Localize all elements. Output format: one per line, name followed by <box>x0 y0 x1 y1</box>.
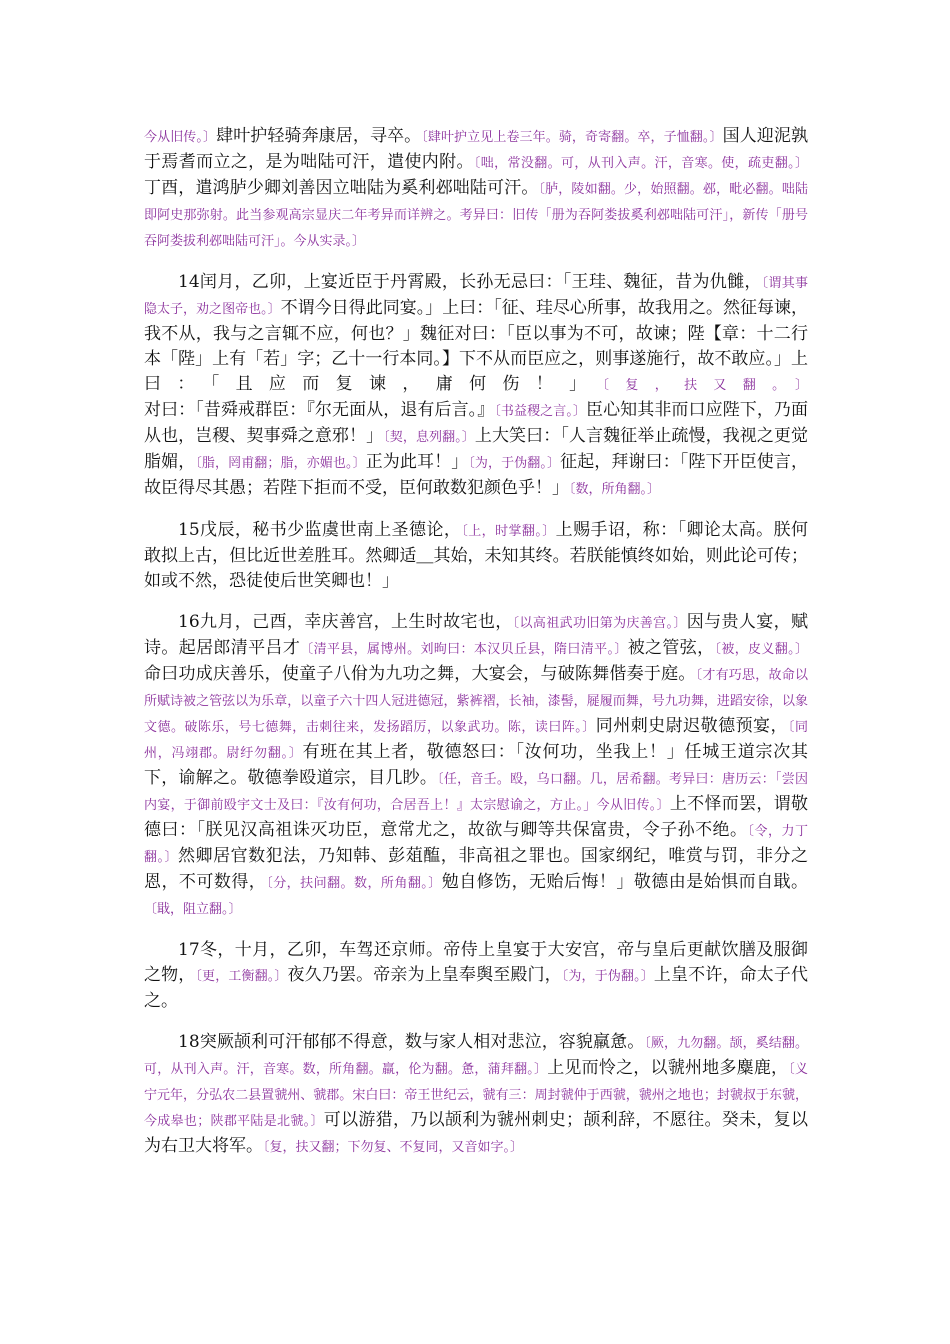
main-text: 16九月，己酉，幸庆善宫，上生时故宅也， <box>178 612 513 632</box>
annotation-note: 〔上，时掌翻。〕 <box>461 524 556 539</box>
annotation-note: 〔更，工衡翻。〕 <box>195 969 288 984</box>
main-text: 15戊辰，秘书少监虞世南上圣德论， <box>178 520 462 540</box>
main-text: 正为此耳！」 <box>365 452 469 472</box>
main-text: 上大笑曰：「人言魏征举止疏慢，我视之更觉脂媚， <box>144 426 809 472</box>
main-text: 上赐手诏，称：「卿论太高。朕何敢拟上古，但比近世差胜耳。然卿适＿其始，未知其终。若朕能慎终如始，则此论可传；如或不然，恐徒使后世笑卿也！」 <box>144 520 808 591</box>
paragraph-1 <box>144 124 808 254</box>
annotation-note: 〔谓其事隐太子，劝之图帝也。〕 <box>144 276 808 317</box>
main-text: 夜久乃罢。帝亲为上皇奉舆至殿门， <box>287 965 562 985</box>
main-text: 因与贵人宴，赋诗。起居郎清平吕才 <box>144 612 808 658</box>
main-text: 被之管弦， <box>627 638 715 658</box>
main-text: 国人迎泥孰于焉耆而立之，是为咄陆可汗，遣使内附。 <box>144 126 808 172</box>
paragraph-4 <box>144 610 808 922</box>
main-text: 可以游猎，乃以颉利为虢州刺史；颉利辞，不愿往。癸未，复以为右卫大将军。 <box>144 1110 808 1156</box>
main-text: 勉自修饬，无贻后悔！」敬德由是始惧而自戢。 <box>441 872 808 892</box>
annotation-note: 〔被，皮义翻。〕 <box>714 642 808 657</box>
main-text: 肆叶护轻骑奔康居，寻卒。 <box>216 126 422 146</box>
main-text: 征起，拜谢曰：「陛下开臣使言，故臣得尽其愚；若陛下拒而不受，臣何敢数犯颜色乎！」 <box>144 452 808 498</box>
paragraph-2 <box>144 270 808 502</box>
annotation-note: 〔咄，常没翻。可，从刊入声。汗，音寒。使，疏吏翻。〕 <box>473 156 808 171</box>
main-text: 丁酉，遣鸿胪少卿刘善因立咄陆为奚利邲咄陆可汗。 <box>144 178 539 198</box>
annotation-note: 〔清平县，属博州。刘昫曰：本汉贝丘县，隋曰清平。〕 <box>300 642 628 657</box>
annotation-note: 〔肆叶护立见上卷三年。骑，奇寄翻。卒，子恤翻。〕 <box>421 130 723 145</box>
main-text: 然卿居官数犯法，乃知韩、彭葅醢，非高祖之罪也。国家纲纪，唯赏与罚，非分之恩，不可数得， <box>144 846 808 892</box>
paragraph-3 <box>144 518 808 594</box>
main-text: 14闰月，乙卯，上宴近臣于丹霄殿，长孙无忌曰：「王珪、魏征，昔为仇雠， <box>178 272 762 292</box>
annotation-note: 〔数，所角翻。〕 <box>569 482 661 497</box>
annotation-note: 〔为，于伪翻。〕 <box>468 456 561 471</box>
main-text: 对曰：「昔舜戒群臣：『尔无面从，退有后言。』 <box>144 400 495 420</box>
document-page <box>144 124 808 1176</box>
annotation-note: 〔分，扶问翻。数，所角翻。〕 <box>266 876 442 891</box>
annotation-note: 〔书益稷之言。〕 <box>494 404 586 419</box>
main-text: 上不怿而罢，谓敬德曰：「朕见汉高祖诛灭功臣，意常尤之，故欲与卿等共保富贵，令子孙不绝。 <box>144 794 808 840</box>
annotation-note: 〔复，扶又翻。〕 <box>602 378 808 393</box>
annotation-note: 〔戢，阻立翻。〕 <box>144 902 242 917</box>
annotation-note: 〔为，于伪翻。〕 <box>561 969 654 984</box>
annotation-note: 〔胪，陵如翻。少，始照翻。邲，毗必翻。咄陆即阿史那弥射。此当参观高宗显庆二年考异而详辨之。考异曰：旧传「册为吞阿娄拔奚利邲咄陆可汗」，新传「册号吞阿娄拔利邲咄陆可汗」。今从实录。〕 <box>144 182 808 249</box>
annotation-note: 〔契，息列翻。〕 <box>383 430 475 445</box>
annotation-note: 〔以高祖武功旧第为庆善宫。〕 <box>512 616 687 631</box>
annotation-note: 〔脂，罔甫翻；脂，亦媚也。〕 <box>195 456 366 471</box>
main-text: 上见而怜之，以虢州地多麋鹿， <box>547 1058 789 1078</box>
main-text: 有班在其上者，敬德怒曰：「汝何功，坐我上！」任城王道宗次其下，谕解之。敬德拳殴道宗，目几眇。 <box>144 742 808 788</box>
annotation-note: 〔复，扶又翻；下勿复、不复同，又音如字。〕 <box>263 1140 524 1155</box>
annotation-note: 〔厥，九勿翻。颉，奚结翻。可，从刊入声。汗，音寒。数，所角翻。羸，伦为翻。惫，蒲拜翻。〕 <box>144 1036 808 1077</box>
main-text: 18突厥颉利可汗郁郁不得意，数与家人相对悲泣，容貌羸惫。 <box>178 1032 645 1052</box>
main-text: 臣心知其非而口应陛下，乃面从也，岂稷、契事舜之意邪！」 <box>144 400 808 446</box>
main-text: 命曰功成庆善乐，使童子八佾为九功之舞，大宴会，与破陈舞偕奏于庭。 <box>144 664 696 684</box>
main-text: 同州刺史尉迟敬德预宴， <box>595 716 789 736</box>
paragraph-5 <box>144 938 808 1014</box>
main-text: 不谓今日得此同宴。」上曰：「征、珪尽心所事，故我用之。然征每谏，我不从，我与之言辄不应，何也？」魏征对曰：「臣以事为不可，故谏；陛【章：十二行本「陛」上有「若」字；乙十一行本同。】下不从而臣应之，则事遂施行，故不敢应。」上曰：「且应而复谏，庸何伤！」 <box>144 298 808 394</box>
annotation-note: 〔任，音壬。殴，乌口翻。几，居希翻。考异曰：唐历云：「尝因内宴，于御前殴宇文士及曰：『汝有何功，合居吾上！』太宗慰谕之，方止。」今从旧传。〕 <box>144 772 808 813</box>
annotation-note: 〔同州，冯翊郡。尉纡勿翻。〕 <box>144 720 808 761</box>
main-text: 上皇不许，命太子代之。 <box>144 965 809 1011</box>
annotation-note: 今从旧传。〕 <box>144 130 217 145</box>
main-text: 17冬，十月，乙卯，车驾还京师。帝侍上皇宴于大安宫，帝与皇后更献饮膳及服御之物， <box>144 940 808 985</box>
annotation-note: 〔义宁元年，分弘农二县置虢州、虢郡。宋白曰：帝王世纪云，虢有三：周封虢仲于西虢，虢州之地也；封虢叔于东虢，今成皋也；陕郡平陆是北虢。〕 <box>144 1062 808 1129</box>
paragraph-6 <box>144 1030 808 1160</box>
annotation-note: 〔令，力丁翻。〕 <box>144 824 808 865</box>
annotation-note: 〔才有巧思，故命以所赋诗被之管弦以为乐章，以童子六十四人冠进德冠，紫裤褶，长袖，漆髻，屣履而舞，号九功舞，进蹈安徐，以象文德。破陈乐，号七德舞，击刺往来，发扬蹈厉，以象武功。陈，读曰阵。〕 <box>144 668 808 735</box>
